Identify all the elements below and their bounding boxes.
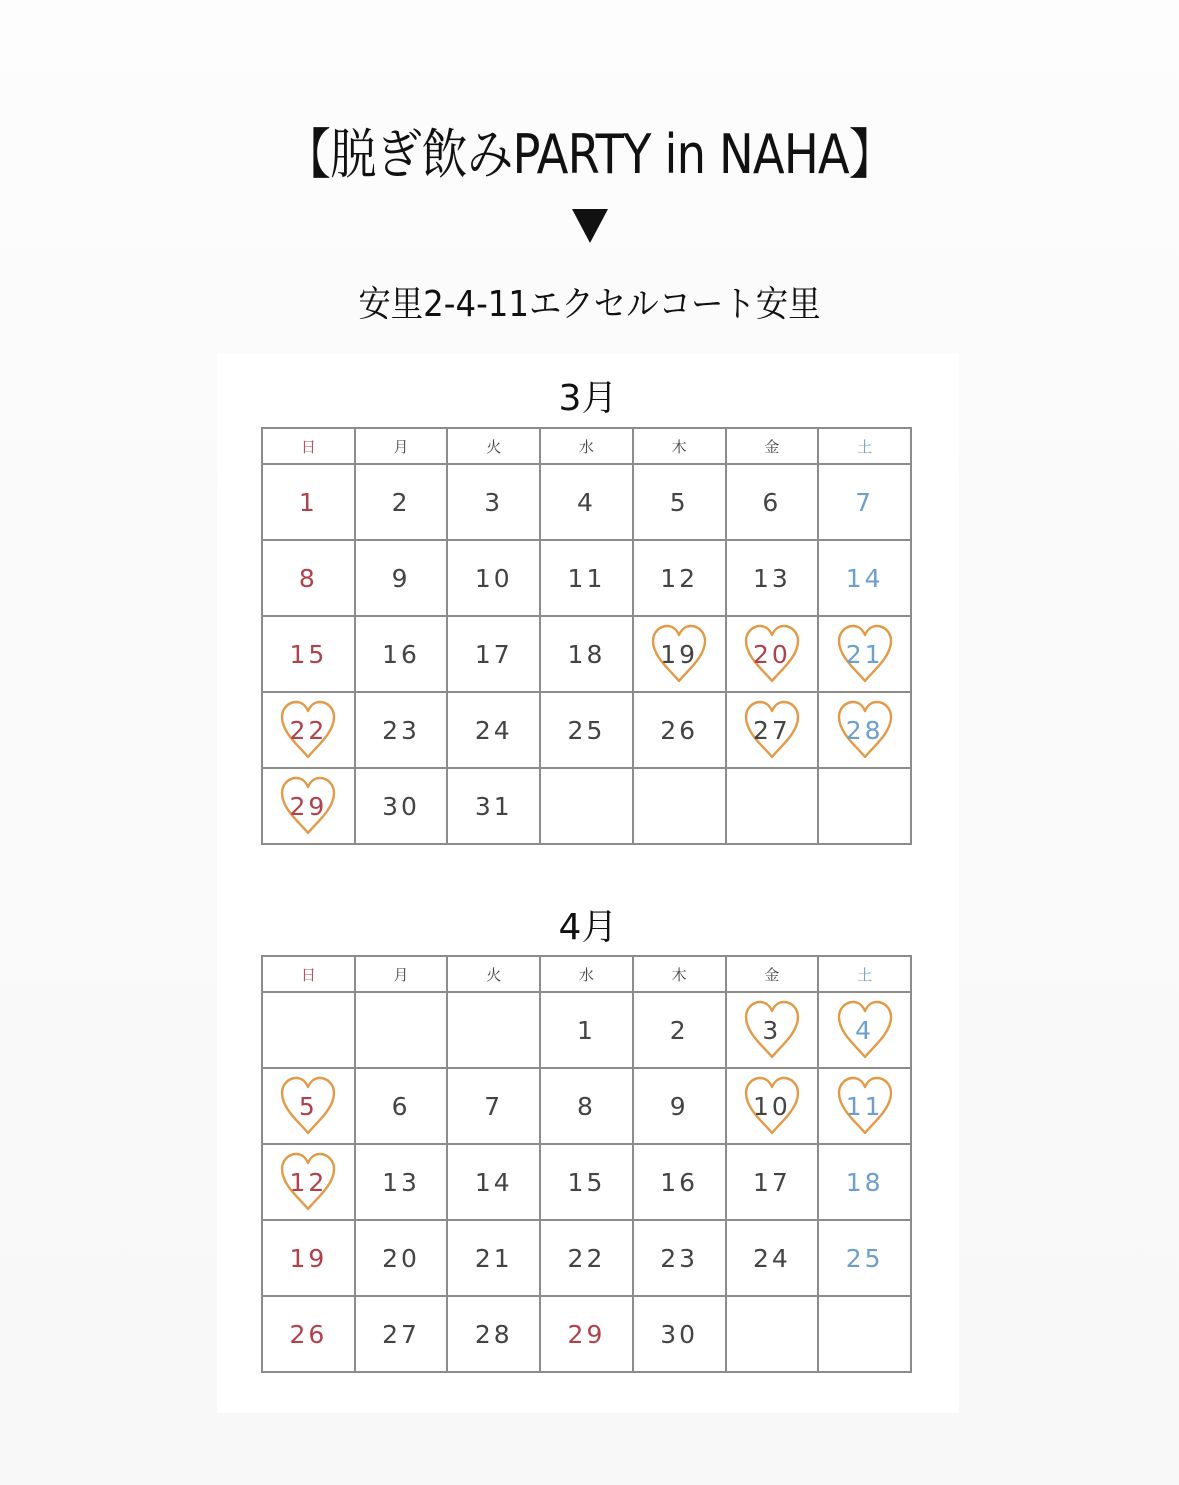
week-row xyxy=(262,768,911,844)
weekday-label: 火 xyxy=(447,956,540,992)
empty-day-cell xyxy=(355,992,448,1068)
day-number: 2 xyxy=(669,1015,689,1045)
day-number: 20 xyxy=(382,1243,420,1273)
day-cell[interactable] xyxy=(818,540,911,616)
day-cell[interactable] xyxy=(633,1220,726,1296)
day-number: 15 xyxy=(289,639,328,669)
day-cell[interactable] xyxy=(726,992,819,1068)
day-number: 12 xyxy=(289,1167,328,1197)
day-cell[interactable] xyxy=(447,1296,540,1372)
day-number: 20 xyxy=(752,639,791,669)
day-cell[interactable] xyxy=(447,464,540,540)
day-cell[interactable] xyxy=(262,692,355,768)
day-cell[interactable] xyxy=(818,1068,911,1144)
day-number: 18 xyxy=(567,639,606,669)
empty-day-cell xyxy=(818,768,911,844)
day-number: 1 xyxy=(577,1015,596,1045)
day-number: 7 xyxy=(855,487,875,517)
day-number: 1 xyxy=(298,487,318,517)
weekday-label: 火 xyxy=(447,428,540,464)
day-number: 3 xyxy=(484,487,504,517)
weekday-label: 日 xyxy=(262,428,355,464)
day-cell[interactable] xyxy=(355,1068,448,1144)
day-cell[interactable] xyxy=(726,1144,819,1220)
day-number: 28 xyxy=(845,715,884,745)
weekday-label: 月 xyxy=(355,956,448,992)
day-cell[interactable] xyxy=(540,692,633,768)
day-cell[interactable] xyxy=(540,1144,633,1220)
weekday-header-row xyxy=(262,428,911,464)
day-cell[interactable] xyxy=(726,540,819,616)
week-row xyxy=(262,1296,911,1372)
day-number: 18 xyxy=(845,1167,884,1197)
day-number: 11 xyxy=(567,563,606,593)
day-number: 16 xyxy=(660,1167,699,1197)
day-number: 3 xyxy=(762,1015,782,1045)
week-row xyxy=(262,1220,911,1296)
day-number: 14 xyxy=(845,563,884,593)
day-cell[interactable] xyxy=(726,692,819,768)
day-cell[interactable] xyxy=(447,692,540,768)
empty-day-cell xyxy=(633,768,726,844)
day-number: 23 xyxy=(382,715,420,745)
day-number: 2 xyxy=(391,487,411,517)
day-cell[interactable] xyxy=(540,464,633,540)
day-number: 15 xyxy=(567,1167,606,1197)
weekday-header-row xyxy=(262,956,911,992)
day-cell[interactable] xyxy=(818,1144,911,1220)
day-cell[interactable] xyxy=(262,616,355,692)
day-cell[interactable] xyxy=(447,1144,540,1220)
day-number: 23 xyxy=(660,1243,699,1273)
empty-day-cell xyxy=(726,1296,819,1372)
weekday-label: 木 xyxy=(633,956,726,992)
day-number: 5 xyxy=(298,1091,318,1121)
day-number: 12 xyxy=(660,563,699,593)
week-row xyxy=(262,464,911,540)
day-cell[interactable] xyxy=(726,1068,819,1144)
day-cell[interactable] xyxy=(726,464,819,540)
day-number: 9 xyxy=(391,563,411,593)
day-cell[interactable] xyxy=(818,616,911,692)
day-number: 17 xyxy=(474,639,513,669)
weekday-label: 土 xyxy=(818,956,911,992)
day-number: 10 xyxy=(474,563,513,593)
day-cell[interactable] xyxy=(818,464,911,540)
day-number: 29 xyxy=(289,791,328,821)
day-number: 16 xyxy=(382,639,420,669)
day-number: 13 xyxy=(752,563,791,593)
week-row xyxy=(262,1068,911,1144)
day-number: 19 xyxy=(660,639,699,669)
calendar-panel xyxy=(217,354,959,1413)
week-row xyxy=(262,616,911,692)
day-number: 8 xyxy=(577,1091,596,1121)
calendar-april xyxy=(261,955,912,1373)
day-cell[interactable] xyxy=(633,1144,726,1220)
day-number: 25 xyxy=(845,1243,884,1273)
day-number: 30 xyxy=(660,1319,699,1349)
day-cell[interactable] xyxy=(262,1220,355,1296)
day-cell[interactable] xyxy=(355,692,448,768)
day-number: 13 xyxy=(382,1167,420,1197)
day-number: 11 xyxy=(845,1091,884,1121)
day-number: 27 xyxy=(382,1319,420,1349)
day-cell[interactable] xyxy=(355,1144,448,1220)
day-cell[interactable] xyxy=(262,768,355,844)
day-number: 26 xyxy=(289,1319,328,1349)
empty-day-cell xyxy=(447,992,540,1068)
empty-day-cell xyxy=(818,1296,911,1372)
day-cell[interactable] xyxy=(355,1220,448,1296)
day-number: 21 xyxy=(845,639,884,669)
day-number: 27 xyxy=(752,715,791,745)
day-cell[interactable] xyxy=(447,1220,540,1296)
weekday-label: 木 xyxy=(633,428,726,464)
day-cell[interactable] xyxy=(262,464,355,540)
weekday-label: 水 xyxy=(540,428,633,464)
day-number: 14 xyxy=(474,1167,513,1197)
day-number: 29 xyxy=(567,1319,606,1349)
week-row xyxy=(262,1144,911,1220)
day-number: 24 xyxy=(752,1243,791,1273)
weekday-label: 水 xyxy=(540,956,633,992)
day-cell[interactable] xyxy=(262,540,355,616)
day-cell[interactable] xyxy=(262,1144,355,1220)
weekday-label: 金 xyxy=(726,956,819,992)
down-arrow-icon xyxy=(572,209,608,243)
day-cell[interactable] xyxy=(355,464,448,540)
day-cell[interactable] xyxy=(355,768,448,844)
day-cell[interactable] xyxy=(447,616,540,692)
day-number: 4 xyxy=(855,1015,875,1045)
day-cell[interactable] xyxy=(633,992,726,1068)
venue-address: 安里2-4-11エクセルコート安里 xyxy=(358,284,821,325)
day-number: 5 xyxy=(669,487,689,517)
week-row xyxy=(262,692,911,768)
day-cell[interactable] xyxy=(540,616,633,692)
day-cell[interactable] xyxy=(540,1068,633,1144)
calendar-march xyxy=(261,427,912,845)
day-number: 7 xyxy=(484,1091,504,1121)
day-cell[interactable] xyxy=(447,540,540,616)
weekday-label: 日 xyxy=(262,956,355,992)
day-cell[interactable] xyxy=(818,1220,911,1296)
day-number: 17 xyxy=(752,1167,791,1197)
day-cell[interactable] xyxy=(540,1220,633,1296)
day-number: 10 xyxy=(752,1091,791,1121)
day-number: 28 xyxy=(474,1319,513,1349)
empty-day-cell xyxy=(540,768,633,844)
day-number: 22 xyxy=(567,1243,606,1273)
day-number: 8 xyxy=(298,563,318,593)
day-number: 24 xyxy=(474,715,513,745)
day-number: 30 xyxy=(382,791,420,821)
day-cell[interactable] xyxy=(355,616,448,692)
day-cell[interactable] xyxy=(355,1296,448,1372)
day-number: 31 xyxy=(474,791,513,821)
day-cell[interactable] xyxy=(262,1068,355,1144)
empty-day-cell xyxy=(262,992,355,1068)
day-cell[interactable] xyxy=(262,1296,355,1372)
month-title-april: 4月 xyxy=(558,907,618,948)
day-cell[interactable] xyxy=(540,540,633,616)
weekday-label: 土 xyxy=(818,428,911,464)
week-row xyxy=(262,540,911,616)
empty-day-cell xyxy=(726,768,819,844)
day-number: 6 xyxy=(762,487,782,517)
day-cell[interactable] xyxy=(447,768,540,844)
day-cell[interactable] xyxy=(633,1068,726,1144)
weekday-label: 月 xyxy=(355,428,448,464)
day-cell[interactable] xyxy=(633,692,726,768)
day-cell[interactable] xyxy=(726,616,819,692)
day-cell[interactable] xyxy=(633,1296,726,1372)
day-number: 21 xyxy=(474,1243,513,1273)
day-cell[interactable] xyxy=(447,1068,540,1144)
day-cell[interactable] xyxy=(633,540,726,616)
day-cell[interactable] xyxy=(633,616,726,692)
day-number: 4 xyxy=(577,487,596,517)
day-cell[interactable] xyxy=(633,464,726,540)
page-title: 【脱ぎ飲みPARTY in NAHA】 xyxy=(284,123,895,186)
day-number: 25 xyxy=(567,715,606,745)
day-number: 19 xyxy=(289,1243,328,1273)
day-number: 6 xyxy=(391,1091,411,1121)
day-cell[interactable] xyxy=(726,1220,819,1296)
day-cell[interactable] xyxy=(540,992,633,1068)
day-cell[interactable] xyxy=(818,992,911,1068)
month-title-march: 3月 xyxy=(558,378,618,419)
week-row xyxy=(262,992,911,1068)
day-number: 9 xyxy=(669,1091,689,1121)
day-number: 26 xyxy=(660,715,699,745)
day-cell[interactable] xyxy=(355,540,448,616)
day-cell[interactable] xyxy=(818,692,911,768)
day-number: 22 xyxy=(289,715,328,745)
day-cell[interactable] xyxy=(540,1296,633,1372)
weekday-label: 金 xyxy=(726,428,819,464)
